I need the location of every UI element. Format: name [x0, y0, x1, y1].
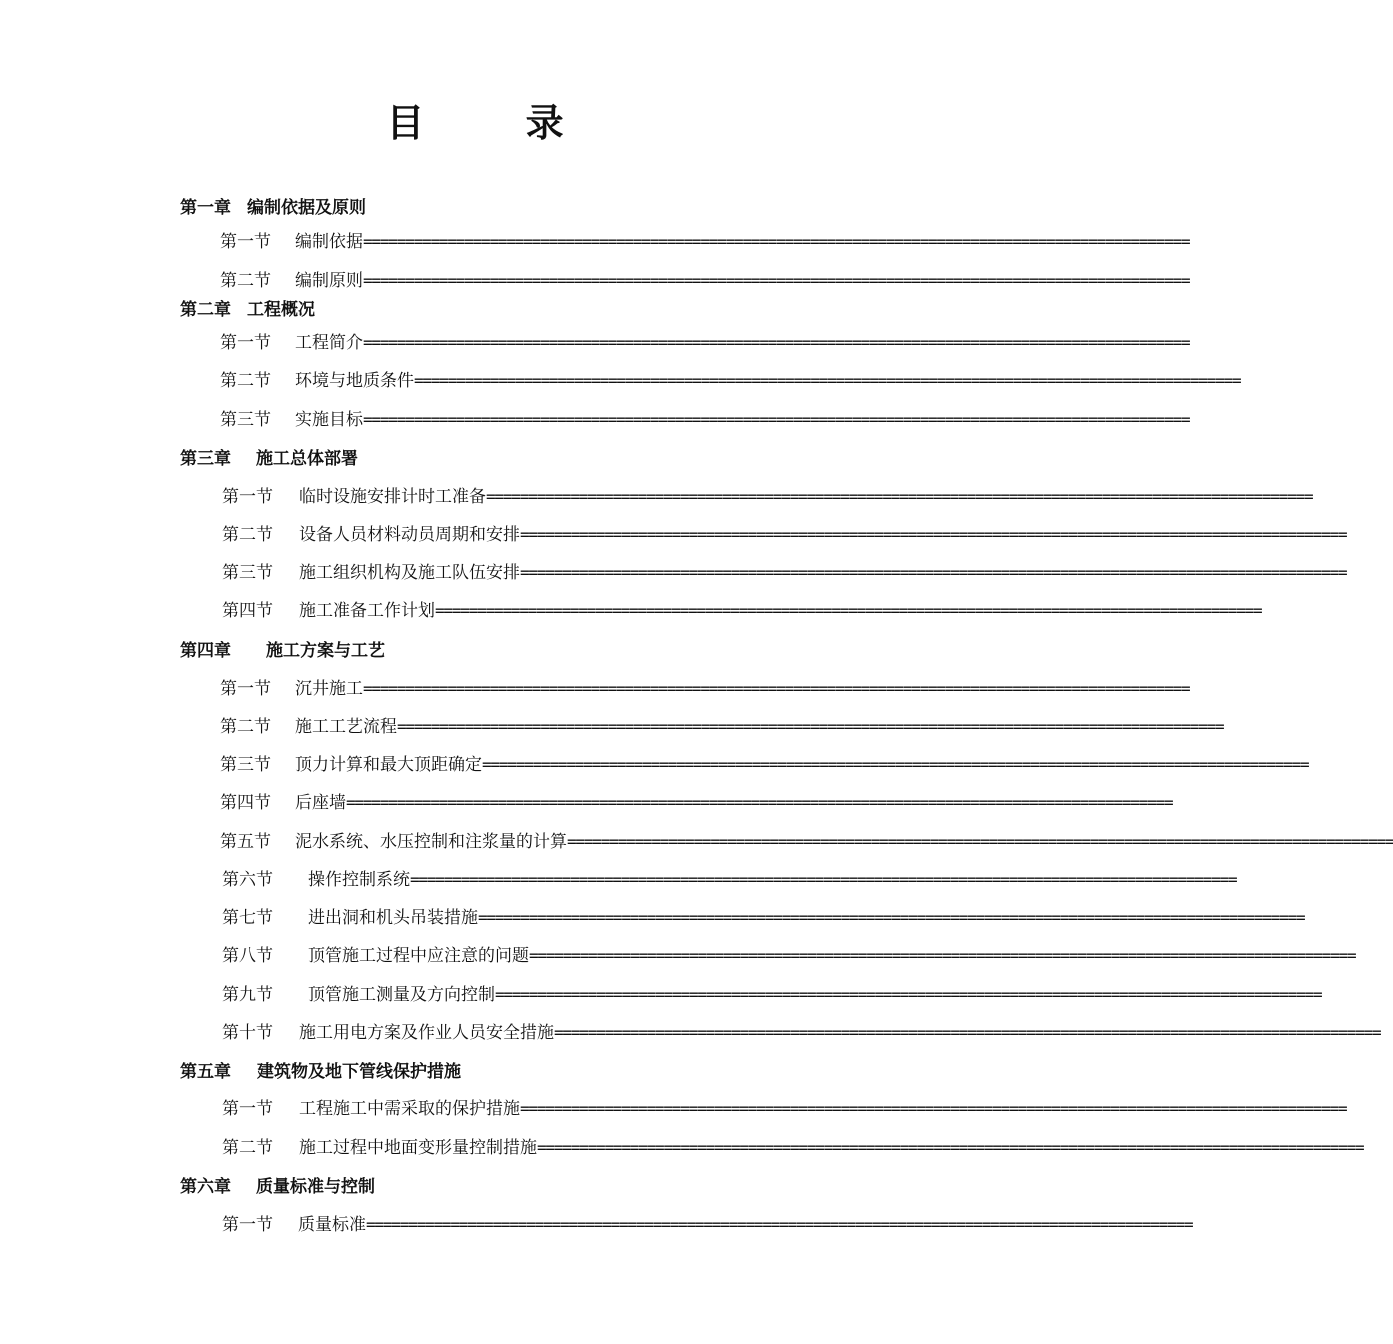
- chapter-title: 编制依据及原则: [247, 198, 366, 218]
- toc-chapter[interactable]: [180, 1059, 461, 1085]
- section-title: 质量标准: [298, 1215, 366, 1235]
- toc-chapter[interactable]: [180, 195, 366, 221]
- dot-leader: ==================================================================================================: [363, 333, 1190, 352]
- section-number: 第一节: [220, 333, 271, 353]
- section-number: 第二节: [220, 717, 271, 737]
- chapter-title: 质量标准与控制: [256, 1177, 375, 1197]
- dot-leader: ==================================================================================================: [482, 755, 1309, 774]
- toc-section[interactable]: [222, 1135, 1364, 1161]
- toc-section[interactable]: [220, 752, 1309, 778]
- section-title: 操作控制系统: [308, 870, 410, 890]
- section-title: 泥水系统、水压控制和注浆量的计算: [295, 832, 567, 852]
- section-number: 第三节: [220, 410, 271, 430]
- section-title: 临时设施安排计时工准备: [299, 487, 486, 507]
- toc-section[interactable]: [222, 1212, 1193, 1238]
- toc-section[interactable]: [220, 407, 1190, 433]
- dot-leader: ==================================================================================================: [520, 563, 1347, 582]
- chapter-number: 第三章: [180, 449, 231, 469]
- toc-section[interactable]: [222, 867, 1237, 893]
- chapter-title: 建筑物及地下管线保护措施: [257, 1062, 461, 1082]
- section-number: 第二节: [222, 1138, 273, 1158]
- toc-section[interactable]: [222, 982, 1322, 1008]
- dot-leader: ==================================================================================================: [363, 232, 1190, 251]
- dot-leader: ==================================================================================================: [414, 371, 1241, 390]
- section-title: 环境与地质条件: [295, 371, 414, 391]
- section-title: 施工组织机构及施工队伍安排: [299, 563, 520, 583]
- toc-section[interactable]: [222, 1096, 1347, 1122]
- section-number: 第一节: [220, 232, 271, 252]
- section-number: 第二节: [220, 271, 271, 291]
- section-title: 顶管施工测量及方向控制: [308, 985, 495, 1005]
- section-number: 第七节: [222, 908, 273, 928]
- chapter-number: 第一章: [180, 198, 231, 218]
- section-number: 第一节: [220, 679, 271, 699]
- section-number: 第八节: [222, 946, 273, 966]
- toc-section[interactable]: [222, 943, 1356, 969]
- page-title: 目 录: [386, 101, 608, 145]
- section-title: 编制原则: [295, 271, 363, 291]
- toc-section[interactable]: [220, 229, 1190, 255]
- dot-leader: ==================================================================================================: [363, 410, 1190, 429]
- toc-section[interactable]: [220, 268, 1190, 294]
- section-title: 编制依据: [295, 232, 363, 252]
- dot-leader: ==================================================================================================: [435, 601, 1262, 620]
- dot-leader: ==================================================================================================: [366, 1215, 1193, 1234]
- section-title: 工程简介: [295, 333, 363, 353]
- section-title: 施工准备工作计划: [299, 601, 435, 621]
- dot-leader: ==================================================================================================: [363, 679, 1190, 698]
- dot-leader: ==================================================================================================: [529, 946, 1356, 965]
- toc-section[interactable]: [222, 1020, 1381, 1046]
- toc-section[interactable]: [220, 330, 1190, 356]
- section-title: 工程施工中需采取的保护措施: [299, 1099, 520, 1119]
- section-title: 施工用电方案及作业人员安全措施: [299, 1023, 554, 1043]
- dot-leader: ==================================================================================================: [363, 271, 1190, 290]
- dot-leader: ==================================================================================================: [520, 1099, 1347, 1118]
- toc-chapter[interactable]: [180, 446, 358, 472]
- section-number: 第四节: [220, 793, 271, 813]
- dot-leader: ==================================================================================================: [537, 1138, 1364, 1157]
- chapter-title: 工程概况: [247, 300, 315, 320]
- section-number: 第四节: [222, 601, 273, 621]
- section-number: 第九节: [222, 985, 273, 1005]
- dot-leader: ==================================================================================================: [346, 793, 1173, 812]
- section-number: 第三节: [222, 563, 273, 583]
- section-number: 第一节: [222, 487, 273, 507]
- dot-leader: ==================================================================================================: [410, 870, 1237, 889]
- section-title: 实施目标: [295, 410, 363, 430]
- toc-section[interactable]: [222, 522, 1347, 548]
- section-number: 第六节: [222, 870, 273, 890]
- section-title: 进出洞和机头吊装措施: [308, 908, 478, 928]
- toc-section[interactable]: [220, 790, 1173, 816]
- toc-section[interactable]: [220, 829, 1393, 855]
- toc-chapter[interactable]: [180, 638, 385, 664]
- dot-leader: ==================================================================================================: [486, 487, 1313, 506]
- toc-section[interactable]: [220, 714, 1224, 740]
- dot-leader: ==================================================================================================: [554, 1023, 1381, 1042]
- chapter-number: 第五章: [180, 1062, 231, 1082]
- dot-leader: ==================================================================================================: [495, 985, 1322, 1004]
- dot-leader: ==================================================================================================: [567, 832, 1393, 851]
- toc-section[interactable]: [222, 598, 1262, 624]
- toc-section[interactable]: [222, 484, 1313, 510]
- section-title: 施工工艺流程: [295, 717, 397, 737]
- section-number: 第二节: [220, 371, 271, 391]
- section-number: 第十节: [222, 1023, 273, 1043]
- section-title: 施工过程中地面变形量控制措施: [299, 1138, 537, 1158]
- section-number: 第三节: [220, 755, 271, 775]
- section-title: 设备人员材料动员周期和安排: [299, 525, 520, 545]
- section-title: 沉井施工: [295, 679, 363, 699]
- section-number: 第一节: [222, 1099, 273, 1119]
- chapter-title: 施工总体部署: [256, 449, 358, 469]
- toc-section[interactable]: [220, 676, 1190, 702]
- section-number: 第一节: [222, 1215, 273, 1235]
- dot-leader: ==================================================================================================: [520, 525, 1347, 544]
- toc-section[interactable]: [220, 368, 1241, 394]
- section-title: 顶管施工过程中应注意的问题: [308, 946, 529, 966]
- chapter-number: 第六章: [180, 1177, 231, 1197]
- dot-leader: ==================================================================================================: [478, 908, 1305, 927]
- section-number: 第二节: [222, 525, 273, 545]
- section-title: 顶力计算和最大顶距确定: [295, 755, 482, 775]
- dot-leader: ==================================================================================================: [397, 717, 1224, 736]
- toc-section[interactable]: [222, 905, 1305, 931]
- section-title: 后座墙: [295, 793, 346, 813]
- chapter-number: 第四章: [180, 641, 231, 661]
- toc-chapter[interactable]: [180, 297, 315, 323]
- toc-chapter[interactable]: [180, 1174, 375, 1200]
- section-number: 第五节: [220, 832, 271, 852]
- toc-section[interactable]: [222, 560, 1347, 586]
- chapter-number: 第二章: [180, 300, 231, 320]
- chapter-title: 施工方案与工艺: [266, 641, 385, 661]
